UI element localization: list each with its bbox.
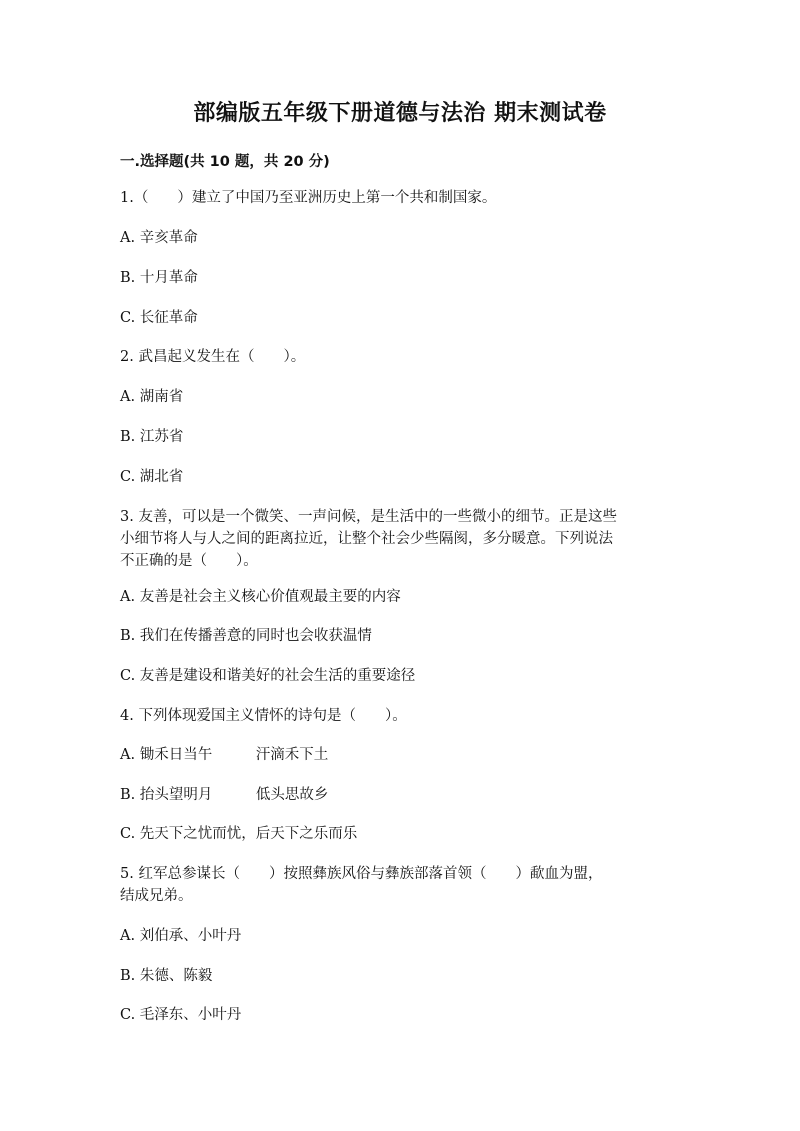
question-4-stem: 4. 下列体现爱国主义情怀的诗句是（ ）。	[120, 708, 407, 724]
question-4-option-b: B. 抬头望明月 低头思故乡	[120, 787, 329, 803]
section-heading: 一.选择题(共 10 题，共 20 分)	[120, 154, 330, 170]
question-5-option-c: C. 毛泽东、小叶丹	[120, 1007, 242, 1023]
question-2-option-a: A. 湖南省	[120, 389, 184, 405]
question-3-option-a: A. 友善是社会主义核心价值观最主要的内容	[120, 589, 401, 605]
question-3-option-b: B. 我们在传播善意的同时也会收获温情	[120, 628, 372, 644]
question-5-option-a: A. 刘伯承、小叶丹	[120, 928, 242, 944]
question-1-option-c: C. 长征革命	[120, 310, 198, 326]
question-3-stem-line-1: 3. 友善，可以是一个微笑、一声问候，是生活中的一些微小的细节。正是这些	[120, 509, 617, 525]
question-5-option-b: B. 朱德、陈毅	[120, 968, 213, 984]
question-3-stem-line-2: 小细节将人与人之间的距离拉近，让整个社会少些隔阂，多分暖意。下列说法	[120, 531, 613, 547]
question-4-option-c: C. 先天下之忧而忧，后天下之乐而乐	[120, 826, 358, 842]
question-2-option-c: C. 湖北省	[120, 469, 184, 485]
question-1-option-a: A. 辛亥革命	[120, 230, 198, 246]
question-4-option-a: A. 锄禾日当午 汗滴禾下土	[120, 747, 329, 763]
question-1-stem: 1.（ ）建立了中国乃至亚洲历史上第一个共和制国家。	[120, 190, 497, 206]
question-2-stem: 2. 武昌起义发生在（ ）。	[120, 349, 306, 365]
question-1-option-b: B. 十月革命	[120, 270, 198, 286]
question-2-option-b: B. 江苏省	[120, 429, 184, 445]
question-5-stem-line-2: 结成兄弟。	[120, 888, 193, 904]
question-5-stem-line-1: 5. 红军总参谋长（ ）按照彝族风俗与彝族部落首领（ ）歃血为盟，	[120, 866, 603, 882]
question-3-option-c: C. 友善是建设和谐美好的社会生活的重要途径	[120, 668, 416, 684]
question-3-stem-line-3: 不正确的是（ ）。	[120, 553, 258, 569]
page-title: 部编版五年级下册道德与法治 期末测试卷	[193, 101, 607, 126]
